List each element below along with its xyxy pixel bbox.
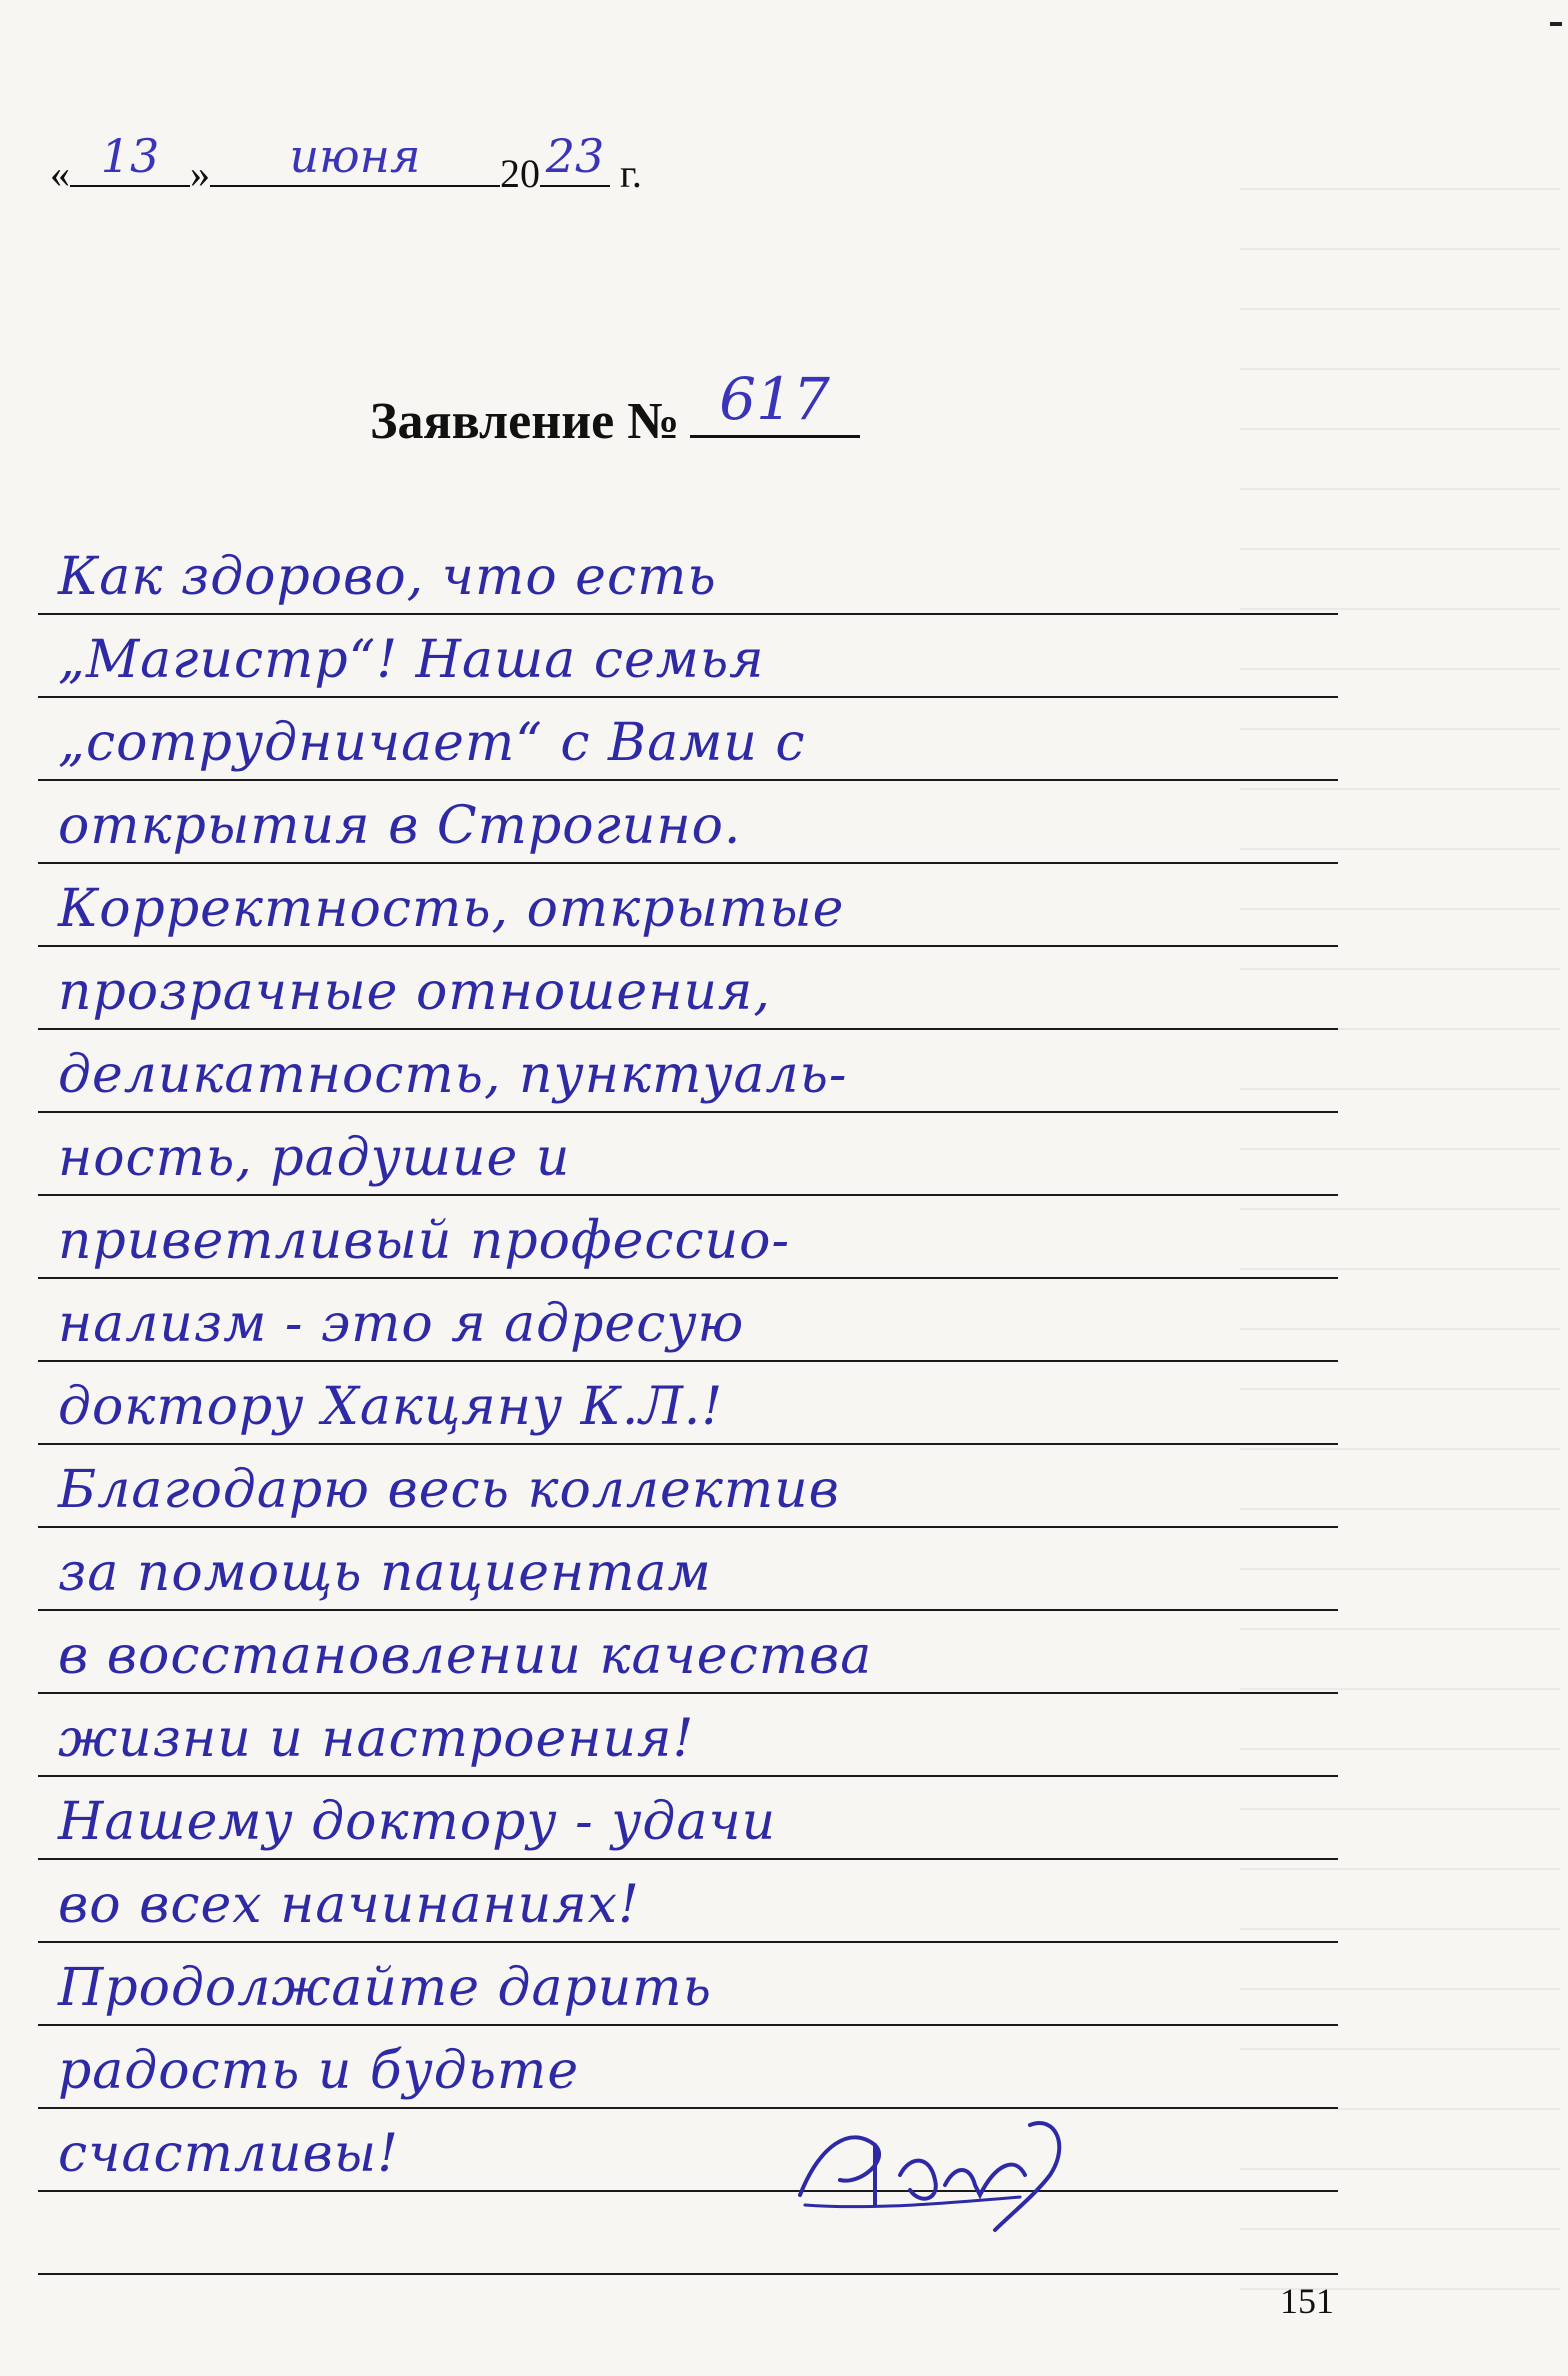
ruled-line-signature xyxy=(38,2192,1338,2275)
handwritten-line: ность, радушие и xyxy=(58,1128,571,1188)
ruled-line xyxy=(38,1777,1338,1860)
handwritten-line: нализм - это я адресую xyxy=(58,1294,745,1354)
ruled-line xyxy=(38,615,1338,698)
ruled-line xyxy=(38,1113,1338,1196)
application-number-field xyxy=(690,365,860,438)
scan-edge-mark xyxy=(1550,22,1562,26)
page-number: 151 xyxy=(1280,2281,1334,2321)
ruled-line xyxy=(38,2109,1338,2192)
date-open-quote: « xyxy=(50,151,70,196)
ruled-line xyxy=(38,1943,1338,2026)
application-title xyxy=(370,365,860,451)
date-day-field xyxy=(70,129,190,187)
handwritten-line: Нашему доктору - удачи xyxy=(58,1792,777,1852)
ruled-line xyxy=(38,1528,1338,1611)
ruled-line xyxy=(38,2026,1338,2109)
handwritten-line: Продолжайте дарить xyxy=(58,1958,712,2018)
ruled-line xyxy=(38,698,1338,781)
handwritten-line: счастливы! xyxy=(58,2124,400,2184)
date-month-field xyxy=(210,129,500,187)
handwritten-signature xyxy=(780,2085,1080,2235)
ruled-line xyxy=(38,1196,1338,1279)
ruled-text-area xyxy=(38,532,1338,2275)
ruled-line xyxy=(38,1445,1338,1528)
handwritten-line: Как здорово, что есть xyxy=(58,547,717,607)
year-prefix: 20 xyxy=(500,151,540,196)
handwritten-line: Корректность, открытые xyxy=(58,879,845,939)
ruled-line xyxy=(38,1030,1338,1113)
application-number-value: 617 xyxy=(719,365,830,433)
handwritten-line: приветливый профессио- xyxy=(58,1211,791,1271)
ruled-line xyxy=(38,947,1338,1030)
ruled-line xyxy=(38,1279,1338,1362)
title-label: Заявление № xyxy=(370,393,680,450)
handwritten-line: „Магистр“! Наша семья xyxy=(58,630,765,690)
handwritten-line: открытия в Строгино. xyxy=(58,796,742,856)
handwritten-line: во всех начинаниях! xyxy=(58,1875,640,1935)
ruled-line xyxy=(38,532,1338,615)
ruled-line xyxy=(38,1362,1338,1445)
date-day-value: 13 xyxy=(100,129,160,183)
handwritten-line: Благодарю весь коллектив xyxy=(58,1460,840,1520)
handwritten-line: доктору Хакцяну К.Л.! xyxy=(58,1377,724,1437)
ruled-line xyxy=(38,1611,1338,1694)
handwritten-line: жизни и настроения! xyxy=(58,1709,695,1769)
year-suffix-field xyxy=(540,129,610,187)
ruled-line xyxy=(38,1860,1338,1943)
year-suffix-value: 23 xyxy=(545,129,605,183)
date-month-value: июня xyxy=(289,129,421,183)
date-line xyxy=(50,129,642,196)
handwritten-line: „сотрудничает“ с Вами с xyxy=(58,713,806,773)
handwritten-line: в восстановлении качества xyxy=(58,1626,873,1686)
ruled-line xyxy=(38,1694,1338,1777)
handwritten-line: деликатность, пунктуаль- xyxy=(58,1045,848,1105)
ruled-line xyxy=(38,864,1338,947)
ruled-line xyxy=(38,781,1338,864)
handwritten-line: за помощь пациентам xyxy=(58,1543,712,1603)
date-close-quote: » xyxy=(190,151,210,196)
handwritten-line: радость и будьте xyxy=(58,2041,580,2101)
handwritten-line: прозрачные отношения, xyxy=(58,962,771,1022)
year-suffix-label: г. xyxy=(620,151,642,196)
